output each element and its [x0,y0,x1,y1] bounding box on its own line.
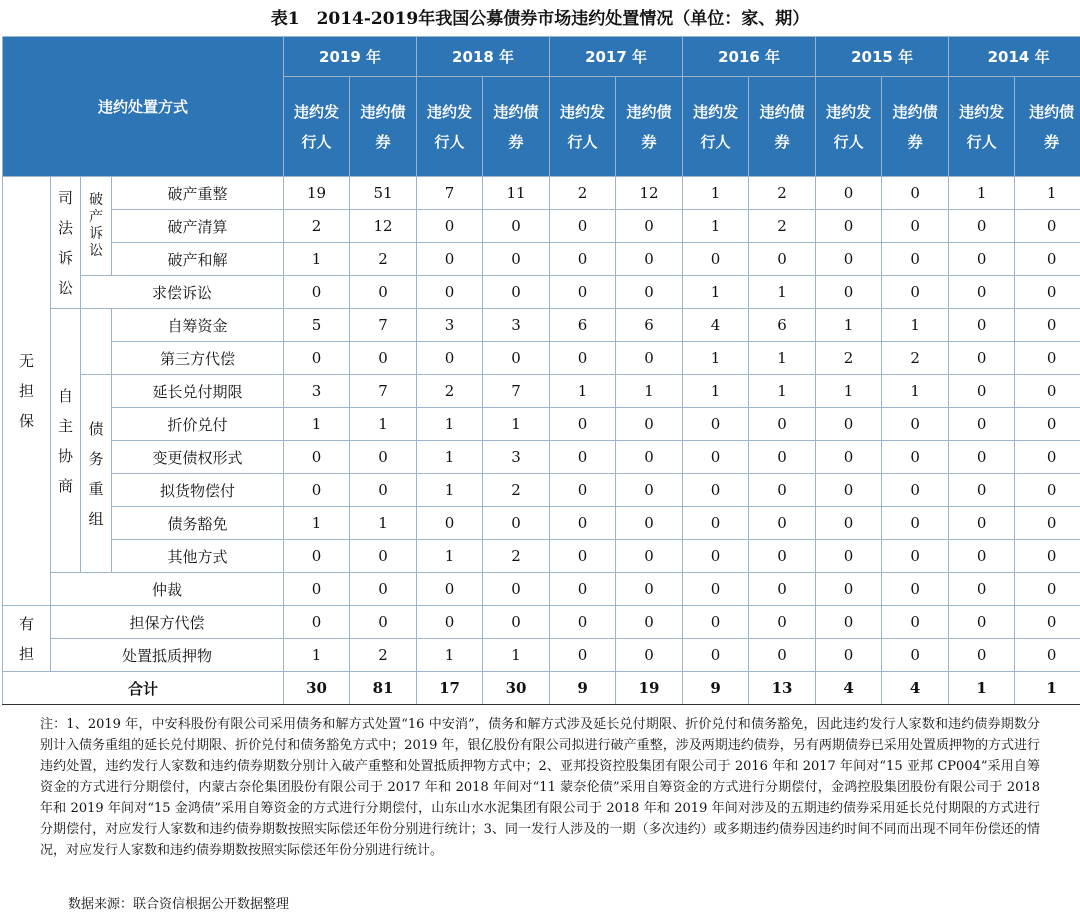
cell-value: 1 [683,342,749,375]
cell-value: 0 [417,573,483,606]
default-disposal-table [2,36,1080,705]
cell-value: 0 [483,342,550,375]
group-unsecured: 无担保 [3,177,51,606]
cell-value: 0 [816,177,882,210]
cell-value: 0 [616,441,683,474]
cell-value: 0 [749,573,816,606]
cell-value: 0 [550,441,616,474]
group-restructure-spacer [81,309,112,375]
cell-value: 0 [616,639,683,672]
group-judicial: 司法诉讼 [51,177,81,309]
cell-value: 17 [417,672,483,705]
subheader-issuer: 违约发行人 [284,77,350,177]
cell-value: 0 [616,243,683,276]
cell-value: 1 [350,507,417,540]
cell-value: 0 [1015,573,1080,606]
cell-value: 0 [683,474,749,507]
cell-value: 0 [749,639,816,672]
cell-value: 1 [749,276,816,309]
cell-value: 1 [417,540,483,573]
row-label: 自筹资金 [112,309,284,342]
cell-value: 0 [1015,441,1080,474]
cell-value: 0 [550,507,616,540]
cell-value: 1 [949,672,1015,705]
cell-value: 0 [949,309,1015,342]
cell-value: 0 [1015,639,1080,672]
cell-value: 19 [616,672,683,705]
cell-value: 0 [683,606,749,639]
cell-value: 0 [949,441,1015,474]
subheader-issuer: 违约发行人 [417,77,483,177]
cell-value: 30 [284,672,350,705]
cell-value: 0 [616,210,683,243]
cell-value: 0 [616,474,683,507]
cell-value: 0 [550,639,616,672]
cell-value: 0 [949,375,1015,408]
cell-value: 0 [816,441,882,474]
cell-value: 12 [616,177,683,210]
footnotes: 注：1、2019 年，中安科股份有限公司采用债务和解方式处置“16 中安消”，债务和解方式涉及延长兑付期限、折价兑付和债务豁免，因此违约发行人家数和违约债券期数分别计入债务重组的延长兑付期限、折价兑付和债务豁免方式中；2019 年，银亿股份有限公司拟进行破产重整，涉及两期违约债券，另有两期债券已采用处置质押物的方式进行违约处置，违约发行人家数和违约债券期数分别计入破产重整和处置抵质押物方式中；2、亚邦投资控股集团有限公司于 2016 年和 2017 年间对“15 亚邦 CP004”采用自筹资金的方式进行分期偿付，内蒙古奈伦集团股份有限公司于 2017 年和 2018 年间对“11 蒙奈伦债”采用自筹资金的方式进行分期偿付，金鸿控股集团股份有限公司于 2018 年和 2019 年间对“15 金鸿债”采用自筹资金的方式进行分期偿付，山东山水水泥集团有限公司于 2018 年和 2019 年间对涉及的五期违约债券采用延长兑付期限的方式进行分期偿付，对应发行人家数和违约债券期数按照实际偿还年份分别进行统计；3、同一发行人涉及的一期（多次违约）或多期违约债券因违约时间不同而出现不同年份偿还的情况，对应发行人家数和违约债券期数按照实际偿还年份分别进行统计。 [40,717,1040,858]
subheader-issuer: 违约发行人 [816,77,882,177]
cell-value: 3 [483,309,550,342]
table-row [3,276,1080,309]
cell-value: 0 [350,573,417,606]
cell-value: 2 [284,210,350,243]
cell-value: 6 [616,309,683,342]
cell-value: 0 [550,408,616,441]
cell-value: 1 [749,375,816,408]
row-label: 担保方代偿 [51,606,284,639]
cell-value: 1 [417,474,483,507]
row-label: 折价兑付 [112,408,284,441]
subheader-bond: 违约债券 [1015,77,1080,177]
cell-value: 0 [550,540,616,573]
cell-value: 0 [284,573,350,606]
row-label: 延长兑付期限 [112,375,284,408]
cell-value: 0 [949,573,1015,606]
cell-value: 1 [1015,672,1080,705]
header-year-2015: 2015 年 [816,37,949,77]
cell-value: 0 [550,474,616,507]
cell-value: 0 [417,507,483,540]
cell-value: 0 [284,540,350,573]
cell-value: 0 [816,573,882,606]
cell-value: 0 [816,210,882,243]
cell-value: 0 [882,177,949,210]
row-label: 仲裁 [51,573,284,606]
table-row [3,639,1080,672]
table-row [3,540,1080,573]
header-year-2017: 2017 年 [550,37,683,77]
cell-value: 0 [284,474,350,507]
cell-value: 0 [749,441,816,474]
cell-value: 0 [417,276,483,309]
cell-value: 0 [550,210,616,243]
cell-value: 5 [284,309,350,342]
table-row [3,441,1080,474]
cell-value: 0 [749,606,816,639]
cell-value: 0 [350,540,417,573]
cell-value: 0 [683,441,749,474]
cell-value: 30 [483,672,550,705]
table-row [3,573,1080,606]
cell-value: 0 [483,243,550,276]
cell-value: 0 [616,408,683,441]
cell-value: 0 [683,408,749,441]
cell-value: 0 [350,441,417,474]
cell-value: 0 [616,276,683,309]
cell-value: 2 [749,210,816,243]
table-row [3,243,1080,276]
table-title: 表1 2014-2019年我国公募债券市场违约处置情况（单位：家、期） [270,9,810,29]
cell-value: 2 [749,177,816,210]
row-label: 破产重整 [112,177,284,210]
cell-value: 12 [350,210,417,243]
header-year-2014: 2014 年 [949,37,1080,77]
cell-value: 0 [882,441,949,474]
cell-value: 0 [882,243,949,276]
cell-value: 81 [350,672,417,705]
cell-value: 6 [749,309,816,342]
cell-value: 0 [616,573,683,606]
cell-value: 0 [1015,210,1080,243]
cell-value: 1 [683,276,749,309]
cell-value: 0 [949,639,1015,672]
cell-value: 0 [816,243,882,276]
cell-value: 2 [350,639,417,672]
cell-value: 0 [816,408,882,441]
cell-value: 0 [1015,408,1080,441]
cell-value: 0 [882,474,949,507]
cell-value: 0 [417,210,483,243]
cell-value: 2 [417,375,483,408]
cell-value: 2 [350,243,417,276]
subheader-issuer: 违约发行人 [949,77,1015,177]
cell-value: 0 [949,276,1015,309]
cell-value: 0 [284,441,350,474]
cell-value: 0 [284,276,350,309]
cell-value: 1 [949,177,1015,210]
cell-value: 1 [683,375,749,408]
subheader-bond: 违约债券 [483,77,550,177]
cell-value: 1 [882,309,949,342]
cell-value: 2 [483,540,550,573]
subheader-bond: 违约债券 [749,77,816,177]
cell-value: 0 [1015,375,1080,408]
cell-value: 1 [417,408,483,441]
cell-value: 13 [749,672,816,705]
cell-value: 2 [550,177,616,210]
cell-value: 0 [816,540,882,573]
cell-value: 0 [350,606,417,639]
cell-value: 1 [483,408,550,441]
cell-value: 0 [949,342,1015,375]
cell-value: 4 [683,309,749,342]
cell-value: 2 [483,474,550,507]
cell-value: 1 [816,309,882,342]
table-row [3,375,1080,408]
row-label: 处置抵质押物 [51,639,284,672]
cell-value: 0 [949,507,1015,540]
cell-value: 0 [882,276,949,309]
cell-value: 0 [949,210,1015,243]
table-row [3,309,1080,342]
cell-value: 0 [616,606,683,639]
cell-value: 1 [882,375,949,408]
subheader-bond: 违约债券 [882,77,949,177]
cell-value: 1 [284,408,350,441]
cell-value: 51 [350,177,417,210]
cell-value: 1 [1015,177,1080,210]
cell-value: 0 [683,507,749,540]
cell-value: 0 [1015,606,1080,639]
cell-value: 9 [550,672,616,705]
group-bankruptcy: 破产诉讼 [81,177,112,276]
cell-value: 4 [882,672,949,705]
table-row [3,210,1080,243]
cell-value: 0 [1015,507,1080,540]
cell-value: 6 [550,309,616,342]
cell-value: 0 [949,606,1015,639]
cell-value: 1 [550,375,616,408]
cell-value: 0 [683,243,749,276]
subheader-bond: 违约债券 [616,77,683,177]
cell-value: 3 [483,441,550,474]
row-label: 破产和解 [112,243,284,276]
cell-value: 1 [816,375,882,408]
cell-value: 0 [683,639,749,672]
data-source: 数据来源：联合资信根据公开数据整理 [68,897,290,912]
header-year-2018: 2018 年 [417,37,550,77]
cell-value: 0 [882,573,949,606]
cell-value: 0 [616,540,683,573]
cell-value: 4 [816,672,882,705]
subheader-issuer: 违约发行人 [550,77,616,177]
cell-value: 0 [483,573,550,606]
cell-value: 0 [550,243,616,276]
cell-value: 0 [749,540,816,573]
table-row [3,507,1080,540]
cell-value: 0 [949,540,1015,573]
cell-value: 0 [749,243,816,276]
cell-value: 0 [949,474,1015,507]
cell-value: 0 [882,408,949,441]
cell-value: 0 [749,474,816,507]
cell-value: 0 [1015,243,1080,276]
cell-value: 0 [1015,309,1080,342]
cell-value: 0 [616,342,683,375]
cell-value: 1 [350,408,417,441]
group-restructure: 债务重组 [81,375,112,573]
cell-value: 0 [882,639,949,672]
row-label: 其他方式 [112,540,284,573]
cell-value: 7 [350,309,417,342]
cell-value: 9 [683,672,749,705]
cell-value: 0 [483,210,550,243]
cell-value: 3 [284,375,350,408]
header-year-2016: 2016 年 [683,37,816,77]
cell-value: 0 [284,342,350,375]
table-row [3,606,1080,639]
cell-value: 0 [1015,474,1080,507]
cell-value: 0 [1015,540,1080,573]
cell-value: 0 [882,507,949,540]
cell-value: 0 [284,606,350,639]
cell-value: 7 [417,177,483,210]
cell-value: 0 [550,606,616,639]
cell-value: 0 [417,342,483,375]
cell-value: 0 [550,276,616,309]
group-negotiation: 自主协商 [51,309,81,573]
cell-value: 1 [417,639,483,672]
table-row [3,342,1080,375]
header-year-2019: 2019 年 [284,37,417,77]
cell-value: 1 [284,639,350,672]
cell-value: 1 [616,375,683,408]
cell-value: 0 [483,606,550,639]
cell-value: 0 [417,243,483,276]
cell-value: 2 [882,342,949,375]
row-label: 变更债权形式 [112,441,284,474]
cell-value: 0 [949,243,1015,276]
table-row [3,474,1080,507]
cell-value: 0 [749,408,816,441]
subheader-bond: 违约债券 [350,77,417,177]
cell-value: 0 [882,540,949,573]
row-label: 第三方代偿 [112,342,284,375]
cell-value: 0 [949,408,1015,441]
cell-value: 1 [284,243,350,276]
header-method: 违约处置方式 [3,37,284,177]
cell-value: 7 [483,375,550,408]
cell-value: 0 [1015,276,1080,309]
cell-value: 0 [483,276,550,309]
cell-value: 0 [683,540,749,573]
cell-value: 1 [749,342,816,375]
cell-value: 7 [350,375,417,408]
cell-value: 0 [483,507,550,540]
row-label: 求偿诉讼 [81,276,284,309]
cell-value: 0 [816,474,882,507]
cell-value: 19 [284,177,350,210]
cell-value: 0 [350,474,417,507]
table-row [3,408,1080,441]
group-secured: 有担 [3,606,51,672]
cell-value: 11 [483,177,550,210]
cell-value: 1 [683,177,749,210]
cell-value: 0 [683,573,749,606]
cell-value: 0 [550,342,616,375]
cell-value: 0 [816,276,882,309]
table-row [3,177,1080,210]
row-label: 拟货物偿付 [112,474,284,507]
row-label: 债务豁免 [112,507,284,540]
cell-value: 0 [882,606,949,639]
cell-value: 1 [683,210,749,243]
cell-value: 1 [483,639,550,672]
cell-value: 2 [816,342,882,375]
cell-value: 1 [417,441,483,474]
cell-value: 3 [417,309,483,342]
cell-value: 0 [749,507,816,540]
table-row [3,672,1080,705]
cell-value: 0 [350,342,417,375]
cell-value: 0 [816,639,882,672]
cell-value: 1 [284,507,350,540]
cell-value: 0 [550,573,616,606]
cell-value: 0 [816,507,882,540]
cell-value: 0 [816,606,882,639]
cell-value: 0 [1015,342,1080,375]
cell-value: 0 [417,606,483,639]
subheader-issuer: 违约发行人 [683,77,749,177]
cell-value: 0 [350,276,417,309]
cell-value: 0 [882,210,949,243]
row-label: 破产清算 [112,210,284,243]
total-label: 合计 [3,672,284,705]
cell-value: 0 [616,507,683,540]
